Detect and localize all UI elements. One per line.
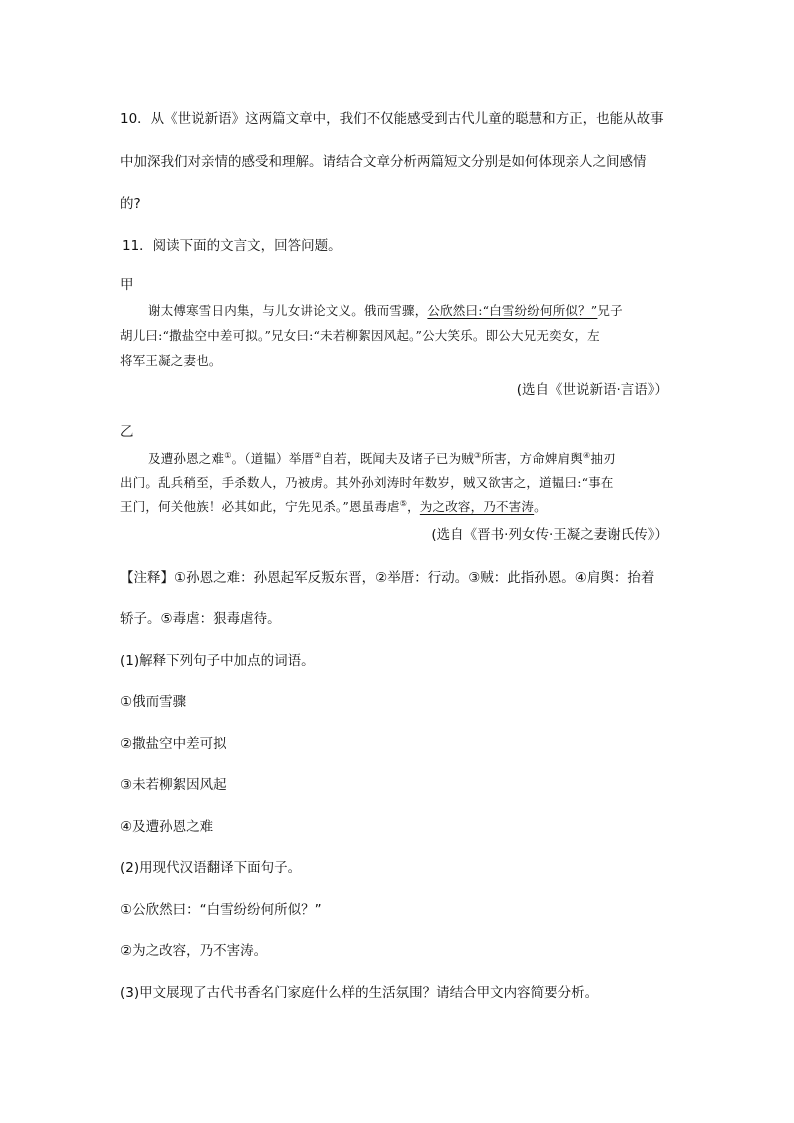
q10-line-1: 10．从《世说新语》这两篇文章中，我们不仅能感受到古代儿童的聪慧和方正，也能从故事 — [120, 111, 664, 127]
sub1-item: ①俄而雪骤 — [120, 694, 187, 710]
sub2-title: (2)用现代汉语翻译下面句子。 — [120, 860, 302, 876]
sub1-item: ③未若柳絮因风起 — [120, 777, 227, 793]
passage-yi-text: 。（道韫）举厝 — [231, 451, 315, 466]
passage-yi-line-1 — [148, 450, 616, 468]
passage-yi-source: (选自《晋书·列女传·王凝之妻谢氏传》） — [431, 527, 668, 543]
sub1-item: ②撒盐空中差可拟 — [120, 736, 227, 752]
passage-yi-text: 自若，既闻夫及诸子已为贼 — [321, 451, 475, 466]
footnote-marker: ③ — [474, 450, 482, 460]
passage-yi-line-2: 出门。乱兵稍至，手杀数人，乃被虏。其外孙刘涛时年数岁，贼又欲害之，道韫曰:“事在 — [120, 475, 614, 490]
passage-yi-label: 乙 — [120, 424, 134, 440]
passage-jia-text: 谢太傅寒雪日内集，与儿女讲论文义。俄而雪骤， — [148, 303, 428, 318]
passage-yi-text: 王门，何关他族！必其如此，宁先见杀。”恩虽毒虐 — [120, 499, 400, 514]
q10-line-3: 的? — [120, 196, 141, 212]
footnote-marker: ② — [314, 450, 322, 460]
notes-line-1: 【注释】①孙恩之难：孙恩起军反叛东晋，②举厝：行动。③贼：此指孙恩。④肩舆：抬着 — [120, 570, 655, 586]
underlined-sentence-jia: 公欣然曰:“白雪纷纷何所似？” — [427, 303, 598, 318]
sub3-title: (3)甲文展现了古代书香名门家庭什么样的生活氛围？请结合甲文内容简要分析。 — [120, 985, 599, 1001]
footnote-marker: ① — [224, 450, 232, 460]
notes-line-2: 轿子。⑤毒虐：狠毒虐待。 — [120, 611, 281, 627]
passage-jia-label: 甲 — [120, 277, 134, 293]
passage-jia-line-1 — [148, 302, 623, 320]
passage-yi-text: 。 — [534, 499, 547, 514]
q11-heading: 11．阅读下面的文言文，回答问题。 — [122, 238, 342, 254]
underlined-sentence-yi: 为之改容，乃不害涛 — [419, 499, 535, 514]
passage-jia-text: 兄子 — [597, 303, 623, 318]
passage-yi-text: 抽刃 — [590, 451, 616, 466]
passage-yi-text: 所害，方命婢肩舆 — [481, 451, 583, 466]
sub1-title: (1)解释下列句子中加点的词语。 — [120, 653, 315, 669]
sub2-item: ②为之改容，乃不害涛。 — [120, 943, 268, 959]
passage-yi-text: ， — [407, 499, 420, 514]
passage-jia-line-2: 胡儿曰:“撒盐空中差可拟。”兄女曰:“未若柳絮因风起。”公大笑乐。即公大兄无奕女，左 — [120, 328, 600, 343]
q10-line-2: 中加深我们对亲情的感受和理解。请结合文章分析两篇短文分别是如何体现亲人之间感情 — [120, 154, 647, 170]
passage-yi-line-3 — [120, 498, 547, 516]
footnote-marker: ⑤ — [399, 498, 408, 508]
sub2-item: ①公欣然曰：“白雪纷纷何所似？” — [120, 902, 322, 918]
sub1-item: ④及遭孙恩之难 — [120, 819, 214, 835]
passage-jia-source: (选自《世说新语·言语》） — [516, 382, 668, 398]
passage-yi-text: 及遭孙恩之难 — [148, 451, 225, 466]
passage-jia-line-3: 将军王凝之妻也。 — [120, 353, 222, 368]
footnote-marker: ④ — [583, 450, 591, 460]
